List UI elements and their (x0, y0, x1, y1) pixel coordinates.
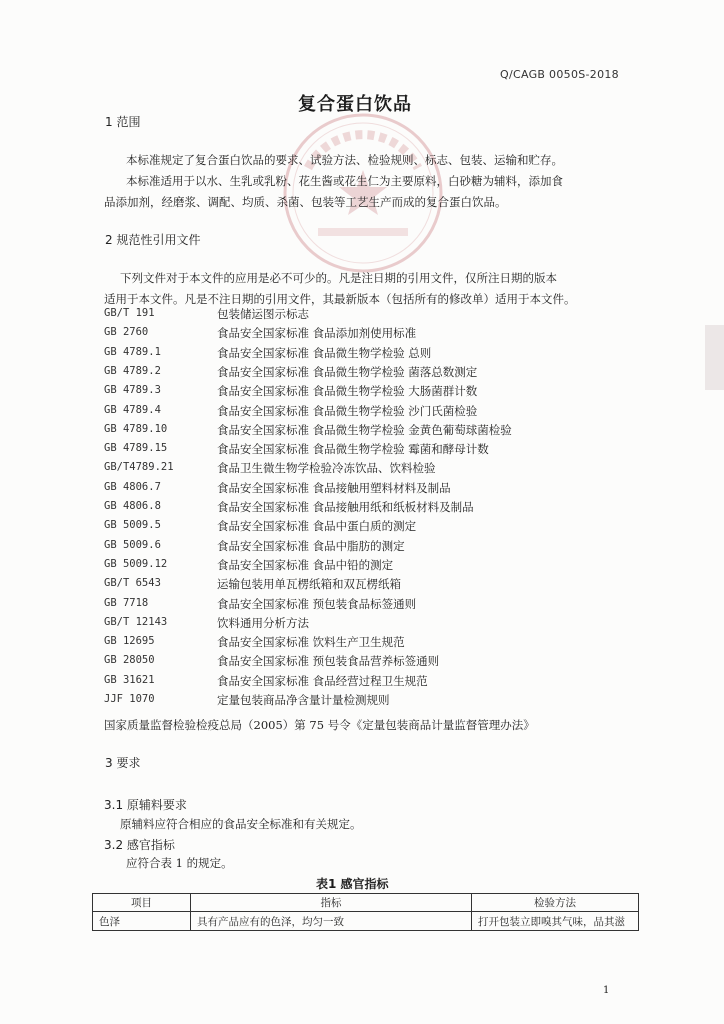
section-1-paragraph-3: 品添加剂，经磨浆、调配、均质、杀菌、包装等工艺生产而成的复合蛋白饮品。 (104, 195, 507, 209)
reference-title: 食品安全国家标准 食品微生物学检验 金黄色葡萄球菌检验 (217, 423, 512, 437)
reference-title: 运输包装用单瓦楞纸箱和双瓦楞纸箱 (217, 577, 401, 591)
reference-code: GB 2760 (104, 326, 149, 338)
reference-code: GB 5009.6 (104, 539, 161, 551)
reference-code: GB/T 6543 (104, 577, 161, 589)
sensory-indicator-table (92, 893, 639, 931)
document-number: Q/CAGB 0050S-2018 (500, 68, 619, 81)
reference-title: 食品安全国家标准 预包装食品营养标签通则 (217, 654, 440, 668)
reference-code: GB 4789.4 (104, 404, 161, 416)
table-header-indicator: 指标 (191, 894, 472, 912)
reference-title: 定量包装商品净含量计量检测规则 (217, 693, 390, 707)
reference-code: GB/T 191 (104, 307, 155, 319)
reference-code: GB 4806.7 (104, 481, 161, 493)
section-1-heading: 1 范围 (105, 115, 141, 129)
section-2-closing-reference: 国家质量监督检验检疫总局（2005）第 75 号令《定量包装商品计量监督管理办法》 (104, 718, 535, 732)
reference-title: 食品安全国家标准 食品接触用塑料材料及制品 (217, 481, 451, 495)
section-1-paragraph-2: 本标准适用于以水、生乳或乳粉、花生酱或花生仁为主要原料，白砂糖为辅料，添加食 (126, 174, 563, 188)
reference-title: 包装储运图示标志 (217, 307, 309, 321)
section-3-heading: 3 要求 (105, 756, 141, 770)
reference-title: 食品安全国家标准 预包装食品标签通则 (217, 597, 417, 611)
reference-code: GB/T4789.21 (104, 461, 174, 473)
reference-code: GB 4789.10 (104, 423, 168, 435)
reference-code: JJF 1070 (104, 693, 155, 705)
reference-code: GB 12695 (104, 635, 155, 647)
reference-title: 食品安全国家标准 食品微生物学检验 总则 (217, 346, 432, 360)
reference-title: 食品卫生微生物学检验冷冻饮品、饮料检验 (217, 461, 436, 475)
table-header-method: 检验方法 (472, 894, 639, 912)
reference-title: 食品安全国家标准 食品微生物学检验 菌落总数测定 (217, 365, 478, 379)
section-2-heading: 2 规范性引用文件 (105, 233, 201, 247)
reference-code: GB 31621 (104, 674, 155, 686)
reference-code: GB 4789.3 (104, 384, 161, 396)
reference-title: 食品安全国家标准 食品微生物学检验 霉菌和酵母计数 (217, 442, 489, 456)
reference-code: GB 28050 (104, 654, 155, 666)
reference-code: GB 4806.8 (104, 500, 161, 512)
reference-title: 食品安全国家标准 食品添加剂使用标准 (217, 326, 417, 340)
reference-code: GB 4789.2 (104, 365, 161, 377)
reference-code: GB 4789.15 (104, 442, 168, 454)
table-row (93, 912, 639, 931)
reference-title: 食品安全国家标准 食品经营过程卫生规范 (217, 674, 428, 688)
table-header-item: 项目 (93, 894, 191, 912)
section-2-paragraph-2: 适用于本文件。凡是不注日期的引用文件，其最新版本（包括所有的修改单）适用于本文件。 (104, 292, 576, 306)
section-3-2-paragraph: 应符合表 1 的规定。 (126, 856, 233, 870)
reference-title: 食品安全国家标准 食品微生物学检验 沙门氏菌检验 (217, 404, 478, 418)
reference-title: 饮料通用分析方法 (217, 616, 309, 630)
scan-edge-mark (705, 325, 724, 390)
reference-title: 食品安全国家标准 食品中蛋白质的测定 (217, 519, 417, 533)
table-cell-indicator: 具有产品应有的色泽，均匀一致 (191, 912, 472, 931)
reference-title: 食品安全国家标准 食品微生物学检验 大肠菌群计数 (217, 384, 478, 398)
table-1-caption: 表1 感官指标 (316, 877, 389, 891)
document-title: 复合蛋白饮品 (298, 94, 412, 115)
section-3-2-heading: 3.2 感官指标 (104, 838, 175, 852)
reference-code: GB 5009.12 (104, 558, 168, 570)
reference-code: GB 4789.1 (104, 346, 161, 358)
reference-title: 食品安全国家标准 食品中脂肪的测定 (217, 539, 405, 553)
reference-title: 食品安全国家标准 食品中铅的测定 (217, 558, 394, 572)
section-3-1-paragraph: 原辅料应符合相应的食品安全标准和有关规定。 (120, 817, 362, 831)
section-3-1-heading: 3.1 原辅料要求 (104, 798, 187, 812)
page-number: 1 (603, 985, 610, 996)
section-2-paragraph-1: 下列文件对于本文件的应用是必不可少的。凡是注日期的引用文件，仅所注日期的版本 (120, 271, 557, 285)
reference-code: GB/T 12143 (104, 616, 168, 628)
section-1-paragraph-1: 本标准规定了复合蛋白饮品的要求、试验方法、检验规则、标志、包装、运输和贮存。 (126, 153, 563, 167)
reference-code: GB 7718 (104, 597, 149, 609)
reference-code: GB 5009.5 (104, 519, 161, 531)
table-header-row (93, 894, 639, 912)
table-cell-item: 色泽 (93, 912, 191, 931)
table-cell-method: 打开包装立即嗅其气味，品其滋 (472, 912, 639, 931)
reference-title: 食品安全国家标准 食品接触用纸和纸板材料及制品 (217, 500, 474, 514)
reference-title: 食品安全国家标准 饮料生产卫生规范 (217, 635, 405, 649)
